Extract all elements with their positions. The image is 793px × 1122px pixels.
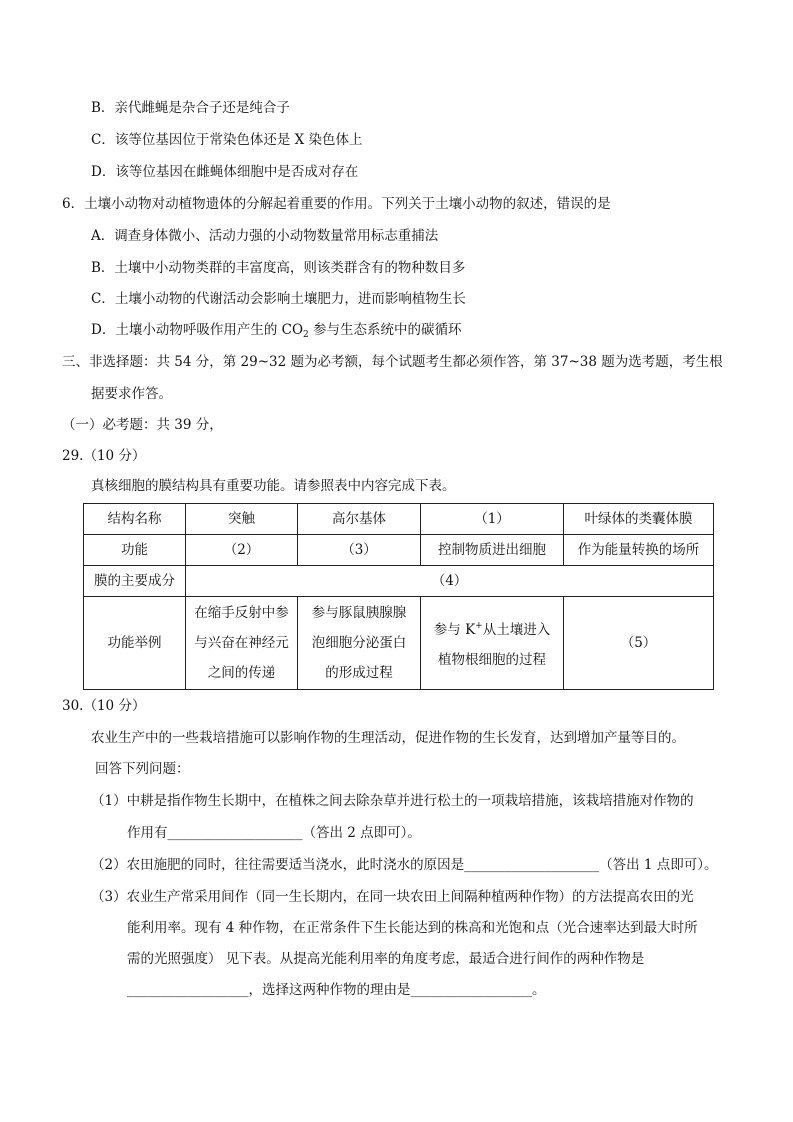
section3-line2: 据要求作答。 <box>91 386 172 402</box>
q29-number: 29.（10 分） <box>62 448 146 464</box>
q6-option-b: B．土壤中小动物类群的丰富度高，则该类群含有的物种数目多 <box>91 260 466 276</box>
cell-line: 泡细胞分泌蛋白 <box>311 635 407 651</box>
table-row <box>84 597 714 690</box>
q30-intro: 农业生产中的一些栽培措施可以影响作物的生理活动，促进作物的生长发育，达到增加产量等目的。 <box>91 730 685 746</box>
table-cell <box>421 597 564 690</box>
q30-part1-line1: （1）中耕是指作物生长期中，在植株之间去除杂草并进行松土的一项栽培措施，该栽培措施对作物的 <box>91 793 694 809</box>
q30-part2: （2）农田施肥的同时，往往需要适当浇水，此时浇水的原因是____________________（答出 1 点即可）。 <box>91 857 718 873</box>
q5-option-d: D．该等位基因在雌蝇体细胞中是否成对存在 <box>91 164 359 180</box>
q30-part3-line1: （3）农业生产常采用间作（同一生长期内，在同一块农田上间隔种植两种作物）的方法提高农田的光 <box>91 889 694 905</box>
table-cell: （3） <box>298 535 421 566</box>
cell-line: 参与 K+从土壤进入 <box>433 621 551 638</box>
q30-part1-line2: 作用有____________________（答出 2 点即可）。 <box>127 825 421 841</box>
q6-option-d: D．土壤小动物呼吸作用产生的 $CO_2$ 参与生态系统中的碳循环 <box>91 322 462 340</box>
q29-intro: 真核细胞的膜结构具有重要功能。请参照表中内容完成下表。 <box>91 478 456 494</box>
cell-line: 之间的传递 <box>207 665 276 681</box>
cell-line: 与兴奋在神经元 <box>194 635 289 651</box>
table-cell: 控制物质进出细胞 <box>421 535 564 566</box>
table-row <box>84 566 714 597</box>
table-cell: 叶绿体的类囊体膜 <box>564 504 714 535</box>
cell-line: 参与豚鼠胰腺腺 <box>311 605 407 621</box>
table-cell: 功能 <box>84 535 186 566</box>
q30-part3-line3: 需的光照强度） 见下表。从提高光能利用率的角度考虑，最适合进行间作的两种作物是 <box>127 951 645 967</box>
table-cell <box>186 597 298 690</box>
table-cell: （4） <box>186 566 714 597</box>
q29-table <box>83 503 714 690</box>
section3-required: （一）必考题：共 39 分， <box>62 417 223 433</box>
table-cell: （5） <box>564 597 714 690</box>
q30-number: 30.（10 分） <box>62 698 146 714</box>
q5-option-b: B．亲代雌蝇是杂合子还是纯合子 <box>91 100 290 116</box>
table-cell: 结构名称 <box>84 504 186 535</box>
q30-answer-prompt: 回答下列问题： <box>95 761 190 777</box>
table-cell: 作为能量转换的场所 <box>564 535 714 566</box>
cell-line: 植物根细胞的过程 <box>438 652 546 668</box>
q6-stem: 6．土壤小动物对动植物遗体的分解起着重要的作用。下列关于土壤小动物的叙述，错误的是 <box>62 196 611 212</box>
q6-option-a: A．调查身体微小、活动力强的小动物数量常用标志重捕法 <box>91 228 439 244</box>
table-row <box>84 504 714 535</box>
q30-part3-line2: 能利用率。现有 4 种作物，在正常条件下生长能达到的株高和光饱和点（光合速率达到最大时所 <box>127 920 698 936</box>
table-cell: 高尔基体 <box>298 504 421 535</box>
section3-line1: 三、非选择题：共 54 分，第 29~32 题为必考额，每个试题考生都必须作答，第 37~38 题为选考题，考生根 <box>62 354 723 370</box>
table-cell: 膜的主要成分 <box>84 566 186 597</box>
q6-option-c: C．土壤小动物的代谢活动会影响土壤肥力，进而影响植物生长 <box>91 291 466 307</box>
table-cell <box>298 597 421 690</box>
cell-line: 在缩手反射中参 <box>194 605 289 621</box>
table-cell: 突触 <box>186 504 298 535</box>
table-cell: （2） <box>186 535 298 566</box>
q5-option-c: C．该等位基因位于常染色体还是 X 染色体上 <box>91 132 363 148</box>
table-cell: （1） <box>421 504 564 535</box>
table-row <box>84 535 714 566</box>
table-cell: 功能举例 <box>84 597 186 690</box>
cell-line: 的形成过程 <box>325 665 393 681</box>
q30-part3-line4: __________________，选择这两种作物的理由是__________________。 <box>127 982 546 998</box>
